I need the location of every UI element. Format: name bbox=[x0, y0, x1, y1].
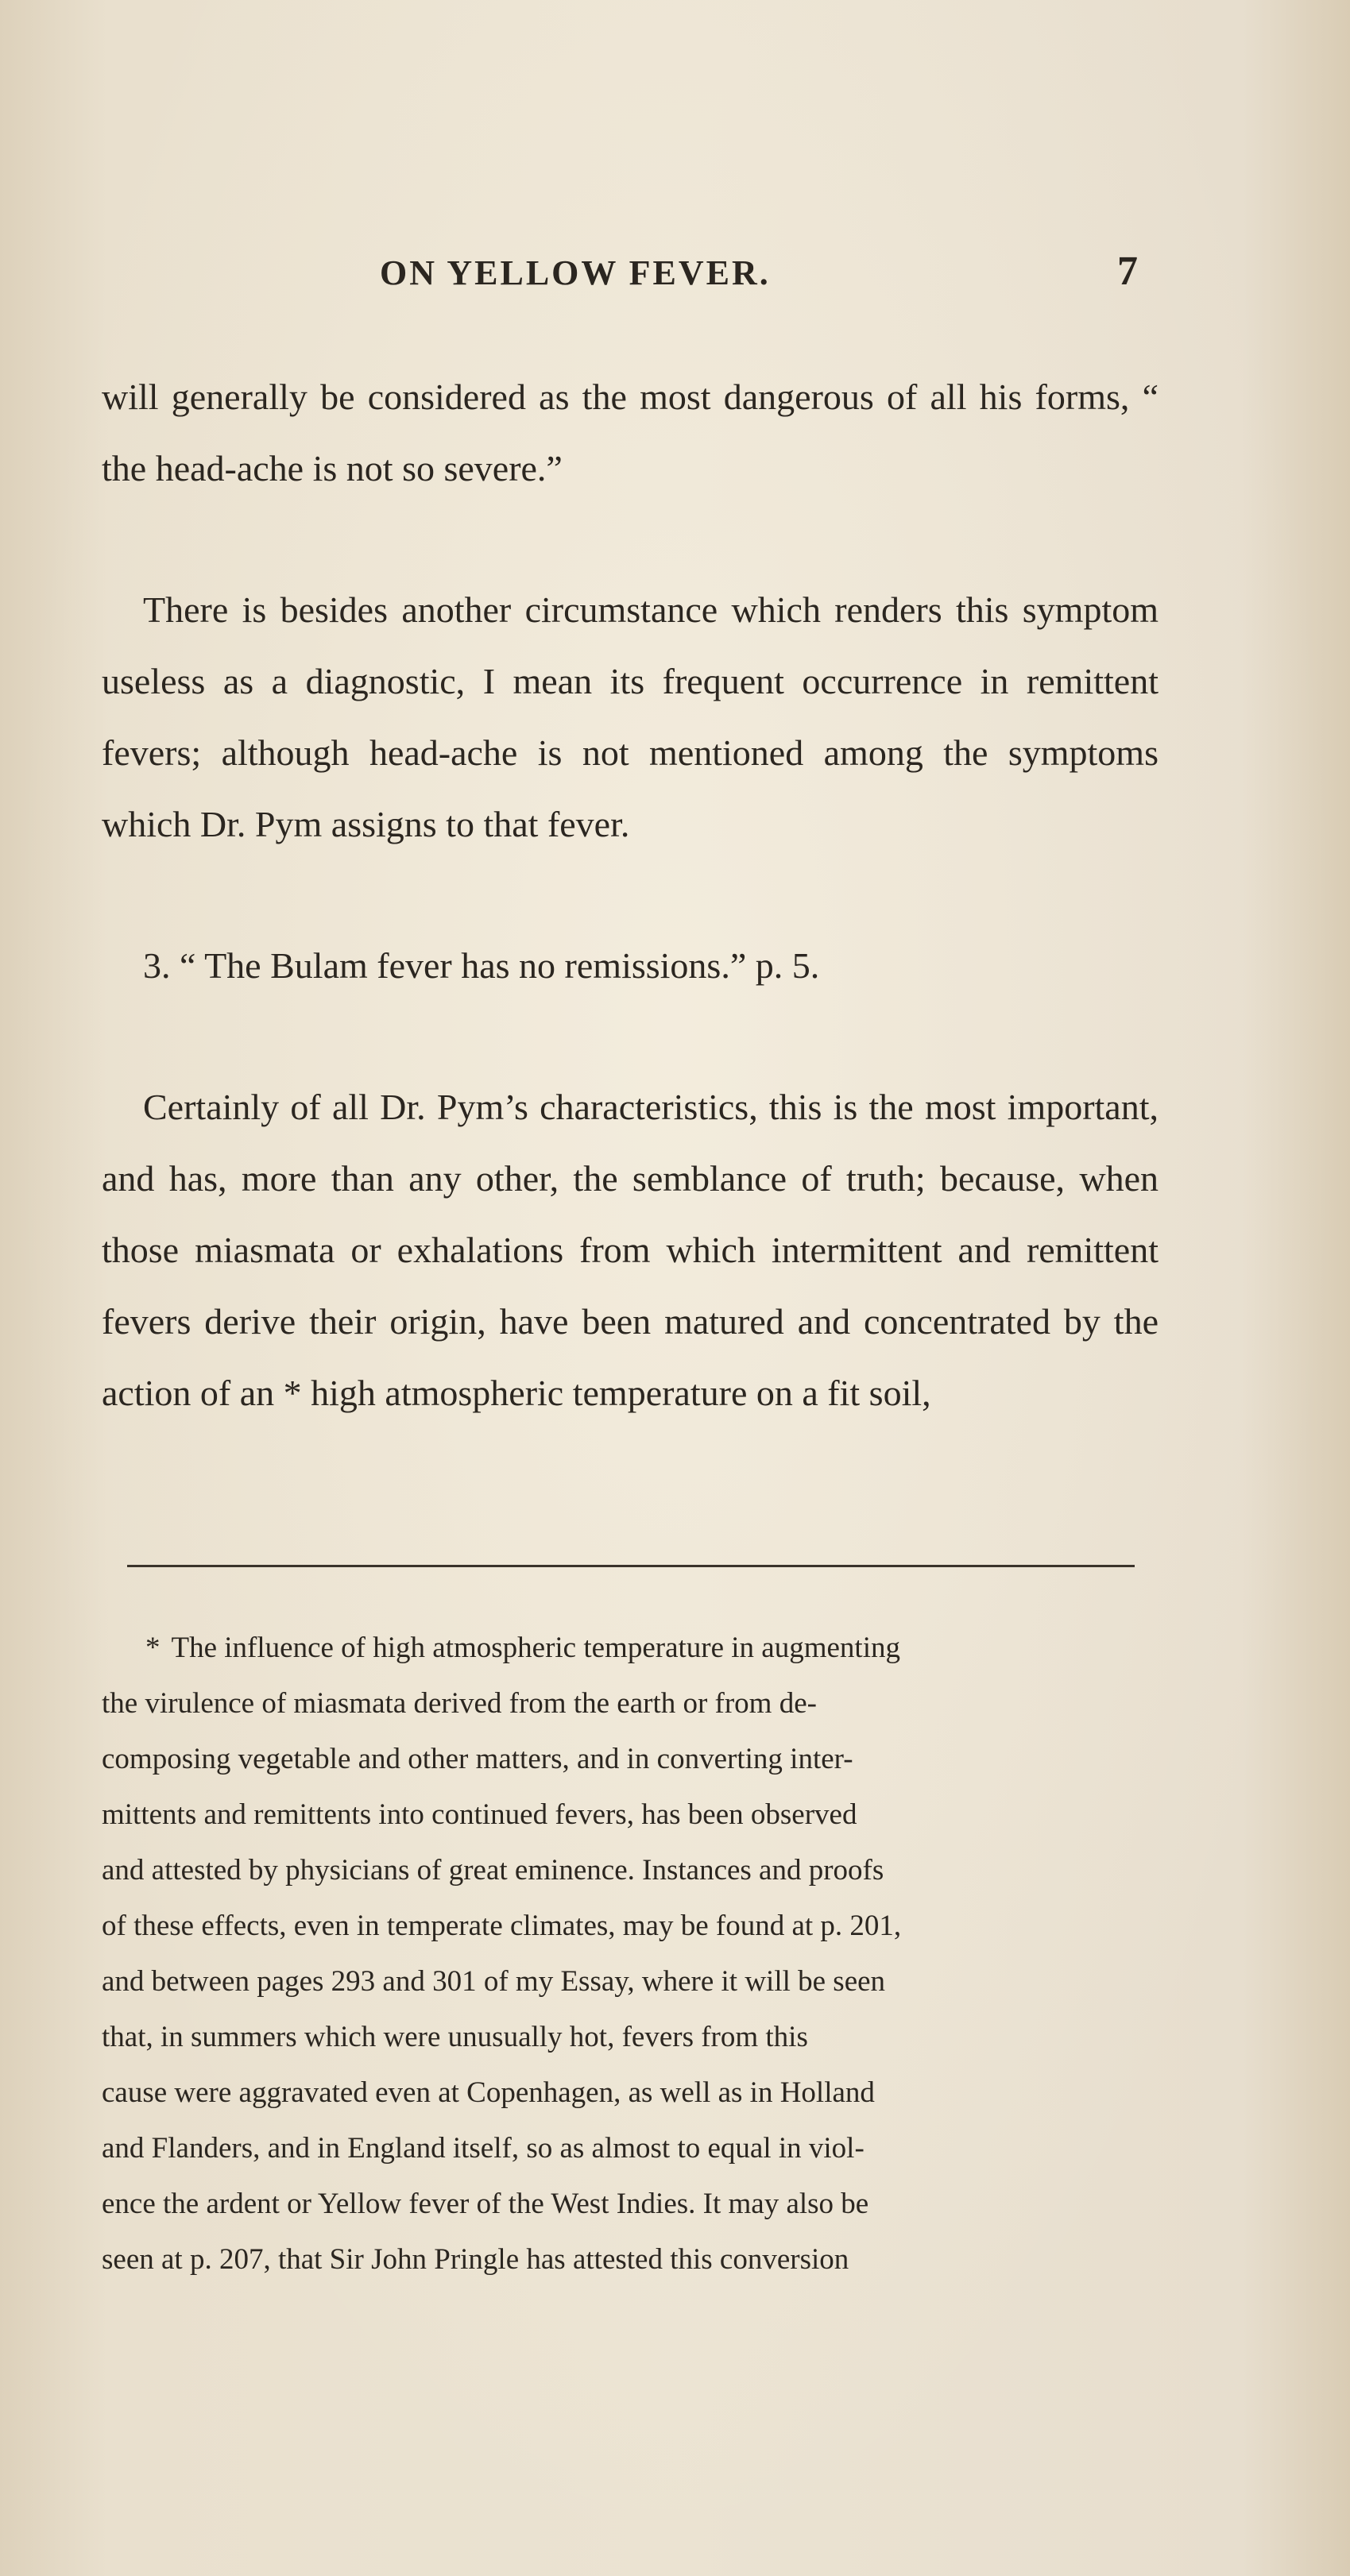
footnote-line: mittents and remittents into continued fevers, has been observed bbox=[102, 1798, 857, 1831]
footnote-line: of these effects, even in temperate climates, may be found at p. 201, bbox=[102, 1910, 902, 1942]
footnote bbox=[102, 1620, 1166, 2288]
footnote-line: the virulence of miasmata derived from the earth or from de- bbox=[102, 1687, 817, 1720]
footnote-line: ence the ardent or Yellow fever of the West Indies. It may also be bbox=[102, 2188, 869, 2220]
footnote-line: that, in summers which were unusually hot, fevers from this bbox=[102, 2021, 808, 2053]
page-header bbox=[0, 249, 1350, 316]
footnote-line: composing vegetable and other matters, and in converting inter- bbox=[102, 1743, 853, 1775]
footnote-line: and between pages 293 and 301 of my Essay, where it will be seen bbox=[102, 1965, 886, 1998]
body-text bbox=[102, 361, 1159, 1429]
running-head: ON YELLOW FEVER. bbox=[380, 253, 771, 292]
paragraph-remissions: Certainly of all Dr. Pym’s characteristics, this is the most important, and has, more than any other, the semblance of truth; because, when those miasmata or exhalations from which intermittent and remittent fevers derive their origin, have been matured and concentrated by the action of an * high atmospheric temperature on a fit soil, bbox=[102, 1087, 1159, 1413]
page-number: 7 bbox=[1117, 249, 1138, 294]
paragraph-continued: will generally be considered as the most dangerous of all his forms, “ the head-ache is not so severe.” bbox=[102, 377, 1159, 489]
characteristic-heading: 3. “ The Bulam fever has no remissions.” p. 5. bbox=[143, 945, 820, 986]
footnote-line: seen at p. 207, that Sir John Pringle has attested this conversion bbox=[102, 2243, 849, 2276]
footnote-line bbox=[102, 1620, 1166, 1676]
footnote-marker: * bbox=[145, 1632, 161, 1664]
paragraph-diagnostic: There is besides another circumstance which renders this symptom useless as a diagnostic, I mean its frequent occurrence in remittent fevers; although head-ache is not mentioned among the symptoms which Dr. Pym assigns to that fever. bbox=[102, 589, 1159, 844]
footnote-line: and Flanders, and in England itself, so as almost to equal in viol- bbox=[102, 2132, 865, 2165]
footnote-line-text: The influence of high atmospheric temperature in augmenting bbox=[171, 1632, 900, 1664]
footnote-divider bbox=[127, 1565, 1135, 1567]
footnote-line: and attested by physicians of great eminence. Instances and proofs bbox=[102, 1854, 884, 1887]
footnote-line: cause were aggravated even at Copenhagen, as well as in Holland bbox=[102, 2076, 875, 2109]
